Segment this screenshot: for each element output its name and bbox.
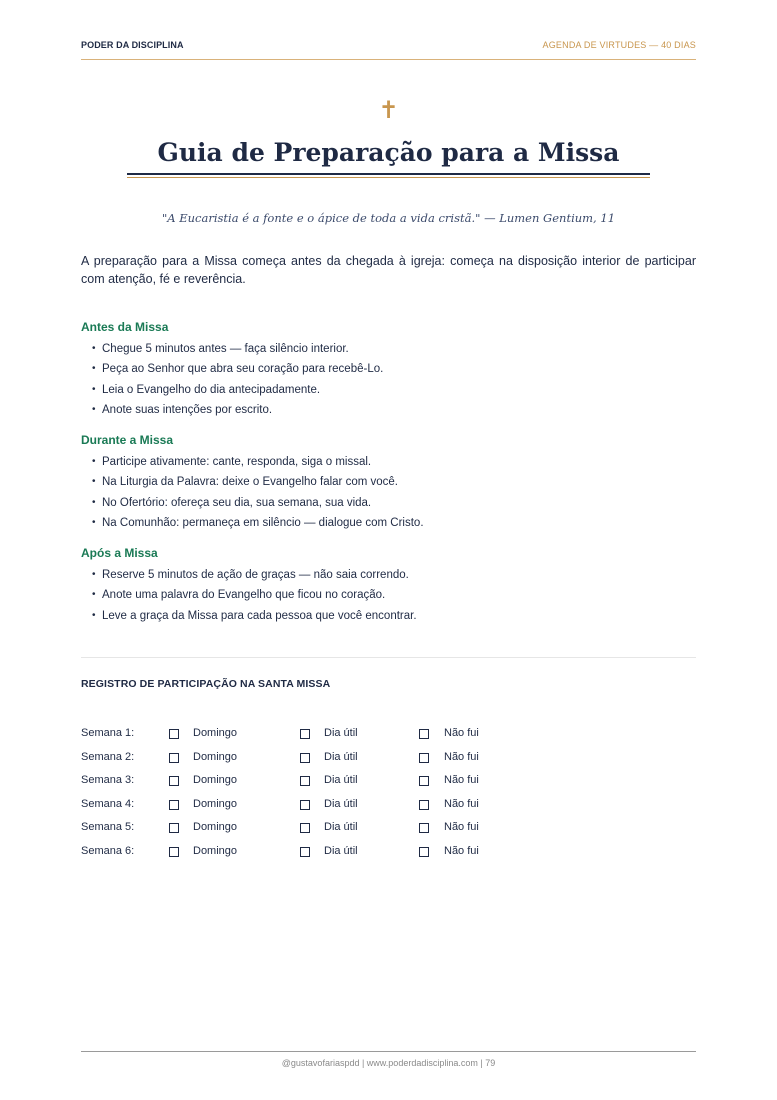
list-item: • Participe ativamente: cante, responda, siga o missal. (92, 455, 424, 475)
checkbox-dia-util[interactable] (300, 776, 310, 786)
list-item: • Leia o Evangelho do dia antecipadamente. (92, 383, 383, 403)
option-label: Domingo (193, 798, 238, 810)
list-item: • Anote suas intenções por escrito. (92, 403, 383, 423)
page-header (81, 40, 696, 60)
brand-name: PODER DA DISCIPLINA (81, 40, 184, 50)
checkbox-nao-fui[interactable] (419, 729, 429, 739)
register-row-3 (81, 774, 531, 790)
cross-icon: ✝ (378, 96, 399, 124)
checkbox-domingo[interactable] (169, 800, 179, 810)
checkbox-dia-util[interactable] (300, 753, 310, 763)
page-footer: @gustavofariaspdd | www.poderdadisciplina.com | 79 (281, 1058, 496, 1068)
checkbox-dia-util[interactable] (300, 729, 310, 739)
checkbox-domingo[interactable] (169, 823, 179, 833)
list-item: • Reserve 5 minutos de ação de graças — não saia correndo. (92, 568, 417, 588)
checkbox-domingo[interactable] (169, 753, 179, 763)
checkbox-dia-util[interactable] (300, 800, 310, 810)
checkbox-domingo[interactable] (169, 847, 179, 857)
week-label: Semana 2: (81, 751, 135, 763)
page-title: Guia de Preparação para a Missa (157, 138, 620, 167)
week-label: Semana 4: (81, 798, 135, 810)
list-item: • Na Comunhão: permaneça em silêncio — dialogue com Cristo. (92, 516, 424, 536)
option-label: Domingo (193, 821, 238, 833)
list-apos (92, 568, 417, 629)
option-label: Não fui (444, 845, 479, 857)
register-row-4 (81, 798, 531, 814)
option-label: Não fui (444, 727, 479, 739)
option-label: Domingo (193, 727, 238, 739)
checkbox-domingo[interactable] (169, 729, 179, 739)
list-item: • Anote uma palavra do Evangelho que ficou no coração. (92, 588, 417, 608)
section-divider (81, 657, 696, 658)
checkbox-domingo[interactable] (169, 776, 179, 786)
option-label: Dia útil (324, 727, 358, 739)
section-title-durante: Durante a Missa (81, 433, 174, 447)
list-item: • Chegue 5 minutos antes — faça silêncio interior. (92, 342, 383, 362)
register-row-6 (81, 845, 531, 861)
list-item: • No Ofertório: ofereça seu dia, sua semana, sua vida. (92, 496, 424, 516)
checkbox-nao-fui[interactable] (419, 776, 429, 786)
week-label: Semana 1: (81, 727, 135, 739)
option-label: Dia útil (324, 798, 358, 810)
intro-paragraph: A preparação para a Missa começa antes da chegada à igreja: começa na disposição interior de participar com atenção, fé e reverência. (81, 254, 696, 286)
checkbox-dia-util[interactable] (300, 823, 310, 833)
register-row-1 (81, 727, 531, 743)
week-label: Semana 5: (81, 821, 135, 833)
list-antes (92, 342, 383, 423)
checkbox-nao-fui[interactable] (419, 753, 429, 763)
checkbox-nao-fui[interactable] (419, 847, 429, 857)
register-row-2 (81, 751, 531, 767)
list-item: • Leve a graça da Missa para cada pessoa que você encontrar. (92, 609, 417, 629)
option-label: Dia útil (324, 751, 358, 763)
footer-rule (81, 1051, 696, 1052)
option-label: Dia útil (324, 774, 358, 786)
week-label: Semana 6: (81, 845, 135, 857)
option-label: Dia útil (324, 821, 358, 833)
register-title: REGISTRO DE PARTICIPAÇÃO NA SANTA MISSA (81, 678, 331, 690)
option-label: Não fui (444, 751, 479, 763)
list-durante (92, 455, 424, 536)
list-item: • Peça ao Senhor que abra seu coração para recebê-Lo. (92, 362, 383, 382)
section-label: AGENDA DE VIRTUDES — 40 DIAS (542, 40, 696, 50)
option-label: Não fui (444, 821, 479, 833)
option-label: Não fui (444, 798, 479, 810)
option-label: Não fui (444, 774, 479, 786)
week-label: Semana 3: (81, 774, 135, 786)
checkbox-nao-fui[interactable] (419, 800, 429, 810)
list-item: • Na Liturgia da Palavra: deixe o Evangelho falar com você. (92, 475, 424, 495)
option-label: Domingo (193, 774, 238, 786)
section-title-antes: Antes da Missa (81, 320, 169, 334)
register-row-5 (81, 821, 531, 837)
option-label: Domingo (193, 845, 238, 857)
section-title-apos: Após a Missa (81, 546, 158, 560)
checkbox-dia-util[interactable] (300, 847, 310, 857)
option-label: Domingo (193, 751, 238, 763)
checkbox-nao-fui[interactable] (419, 823, 429, 833)
quote: "A Eucaristia é a fonte e o ápice de toda a vida cristã." — Lumen Gentium, 11 (161, 211, 616, 225)
title-underline (127, 173, 650, 178)
option-label: Dia útil (324, 845, 358, 857)
